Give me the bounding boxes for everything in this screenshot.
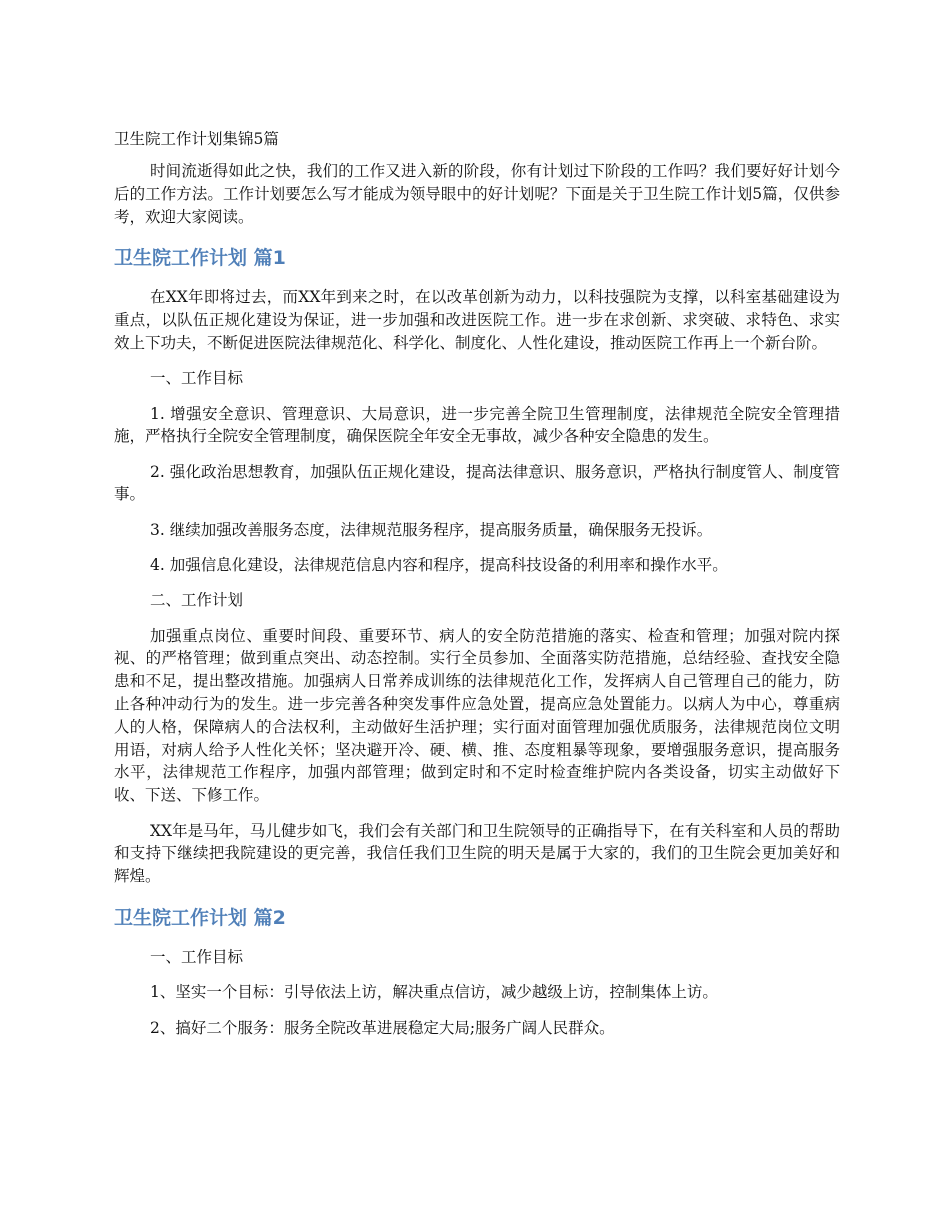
section-2-heading: 卫生院工作计划 篇2 xyxy=(114,906,286,929)
section-1-heading: 卫生院工作计划 篇1 xyxy=(114,247,286,270)
section-1-plan-body: 加强重点岗位、重要时间段、重要环节、病人的安全防范措施的落实、检查和管理；加强对院内探视、的严格管理；做到重点突出、动态控制。实行全员参加、全面落实防范措施，总结经验、查找安全隐患和不足，提出整改措施。加强病人日常养成训练的法律规范化工作，发挥病人自己管理自己的能力，防止各种冲动行为的发生。进一步完善各种突发事件应急处置，提高应急处置能力。以病人为中心，尊重病人的人格，保障病人的合法权利，主动做好生活护理；实行面对面管理加强优质服务，法律规范岗位文明用语，对病人给予人性化关怀；坚决避开冷、硬、横、推、态度粗暴等现象，要增强服务意识，提高服务水平，法律规范工作程序，加强内部管理；做到定时和不定时检查维护院内各类设备，切实主动做好下收、下送、下修工作。 xyxy=(114,626,840,805)
document-title: 卫生院工作计划集锦5篇 xyxy=(114,130,279,148)
section-1-plan-heading: 二、工作计划 xyxy=(150,591,244,610)
section-1-goal-4: 4. 加强信息化建设，法律规范信息内容和程序，提高科技设备的利用率和操作水平。 xyxy=(150,556,728,575)
document-body xyxy=(114,128,840,1052)
section-1-paragraph: 在XX年即将过去，而XX年到来之时，在以改革创新为动力，以科技强院为支撑，以科室基础建设为重点，以队伍正规化建设为保证，进一步加强和改进医院工作。进一步在求创新、求突破、求特色、求实效上下功夫，不断促进医院法律规范化、科学化、制度化、人性化建设，推动医院工作再上一个新台阶。 xyxy=(114,288,840,352)
section-1-goal-1: 1. 增强安全意识、管理意识、大局意识，进一步完善全院卫生管理制度，法律规范全院安全管理措施，严格执行全院安全管理制度，确保医院全年安全无事故，减少各种安全隐患的发生。 xyxy=(114,404,840,446)
section-2-goal-heading: 一、工作目标 xyxy=(150,947,244,966)
section-1-goal-heading: 一、工作目标 xyxy=(150,369,244,388)
section-1-closing: XX年是马年，马儿健步如飞，我们会有关部门和卫生院领导的正确指导下，在有关科室和人员的帮助和支持下继续把我院建设的更完善，我信任我们卫生院的明天是属于大家的，我们的卫生院会更加美好和辉煌。 xyxy=(114,821,840,886)
section-2-item-1: 1、坚实一个目标：引导依法上访，解决重点信访，减少越级上访，控制集体上访。 xyxy=(150,983,718,1002)
section-1-goal-2: 2. 强化政治思想教育，加强队伍正规化建设，提高法律意识、服务意识，严格执行制度管人、制度管事。 xyxy=(114,462,840,504)
intro-paragraph: 时间流逝得如此之快，我们的工作又进入新的阶段，你有计划过下阶段的工作吗？我们要好好计划今后的工作方法。工作计划要怎么写才能成为领导眼中的好计划呢？下面是关于卫生院工作计划5篇，仅供参考，欢迎大家阅读。 xyxy=(114,162,840,226)
section-1-goal-3: 3. 继续加强改善服务态度，法律规范服务程序，提高服务质量，确保服务无投诉。 xyxy=(150,520,713,539)
section-2-item-2: 2、搞好二个服务：服务全院改革进展稳定大局;服务广阔人民群众。 xyxy=(150,1018,615,1037)
